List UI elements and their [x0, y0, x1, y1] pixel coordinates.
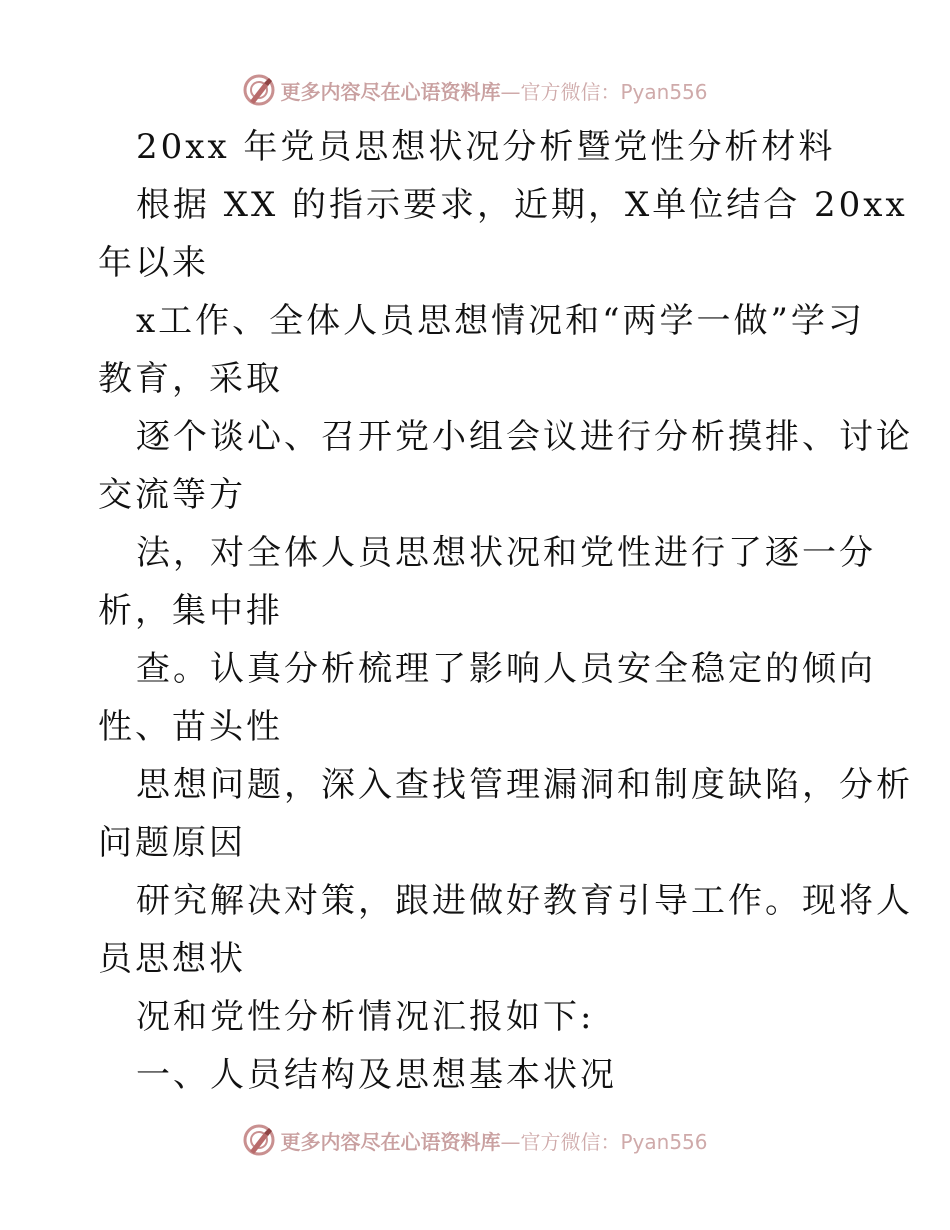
paragraph-line: 研究解决对策，跟进做好教育引导工作。现将人	[136, 881, 913, 921]
paragraph-line: 根据 XX 的指示要求，近期，X单位结合 20xx	[136, 185, 908, 225]
pen-logo-icon	[242, 1123, 276, 1157]
paragraph-line: x工作、全体人员思想情况和“两学一做”学习	[136, 301, 865, 341]
paragraph-line: 交流等方	[98, 475, 246, 515]
document-body	[98, 118, 913, 1104]
document-title: 20xx 年党员思想状况分析暨党性分析材料	[136, 127, 836, 167]
paragraph-line: 查。认真分析梳理了影响人员安全稳定的倾向	[136, 649, 876, 689]
pen-logo-icon	[242, 73, 276, 107]
banner-text: 更多内容尽在心语资料库—官方微信：Pyan556	[280, 1129, 708, 1154]
paragraph-line: 问题原因	[98, 823, 246, 863]
footer-watermark-banner	[0, 1120, 950, 1160]
paragraph-line: 逐个谈心、召开党小组会议进行分析摸排、讨论	[136, 417, 913, 457]
paragraph-line: 法，对全体人员思想状况和党性进行了逐一分	[136, 533, 876, 573]
paragraph-line: 员思想状	[98, 939, 246, 979]
paragraph-line: 性、苗头性	[98, 707, 283, 747]
paragraph-line: 思想问题，深入查找管理漏洞和制度缺陷，分析	[136, 765, 913, 805]
paragraph-line: 析，集中排	[98, 591, 283, 631]
header-watermark-banner	[0, 70, 950, 110]
paragraph-line: 年以来	[98, 243, 209, 283]
paragraph-line: 一、人员结构及思想基本状况	[136, 1055, 617, 1095]
paragraph-line: 教育，采取	[98, 359, 283, 399]
paragraph-line: 况和党性分析情况汇报如下:	[136, 997, 595, 1037]
banner-text: 更多内容尽在心语资料库—官方微信：Pyan556	[280, 79, 708, 104]
